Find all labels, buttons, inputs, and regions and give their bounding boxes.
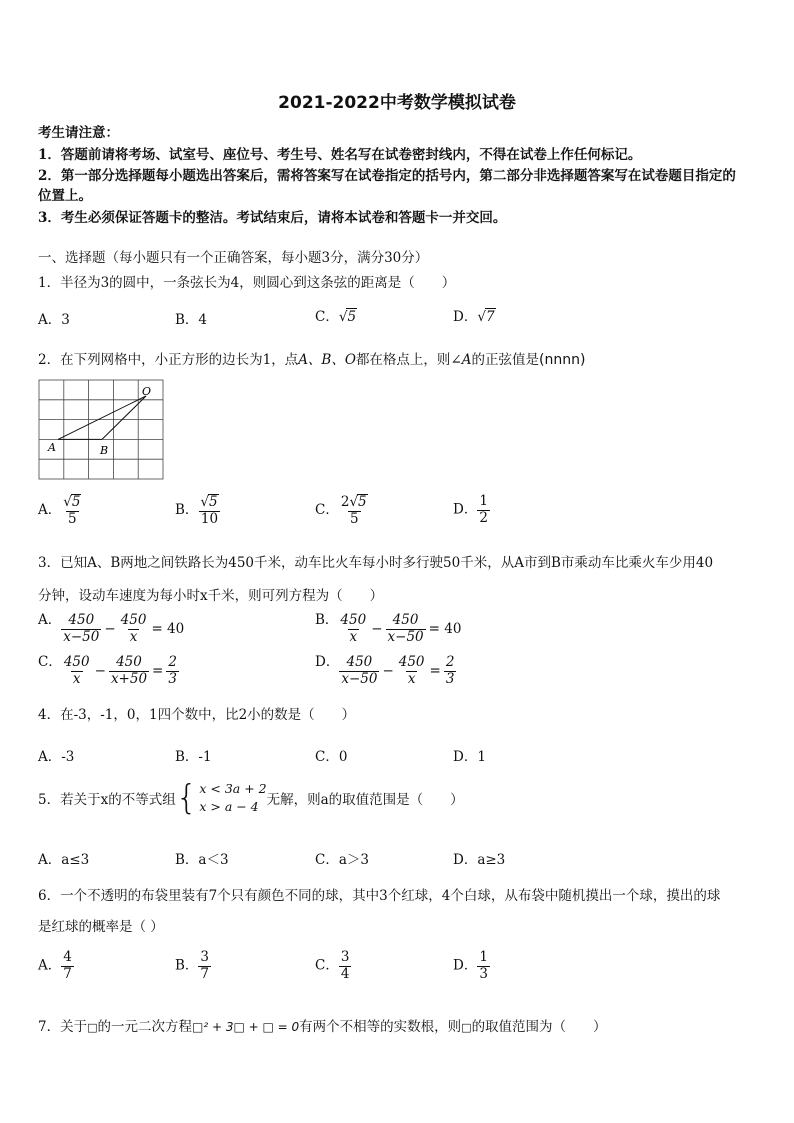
q4-option-b: B．-1 [175,749,212,765]
denominator: x [407,670,416,687]
q2-angle: ∠A [450,352,472,368]
denominator: 2 [479,509,488,526]
minus-sign: − [94,663,106,680]
denominator: 3 [479,965,488,982]
notice-item-2: 2．第一部分选择题每小题选出答案后，需将答案写在试卷指定的括号内，第二部分非选择题答案写在试卷题目指定的 [38,168,736,184]
question-2 [38,348,585,368]
numerator: 3 [340,949,350,965]
coefficient: 2 [340,494,350,510]
denominator: 5 [349,510,359,527]
numerator: 450 [68,612,95,628]
notice-item-1: 1．答题前请将考场、试室号、座位号、考生号、姓名写在试卷密封线内，不得在试卷上作任何标记。 [38,147,642,163]
q7-text-mid2: 有两个不相等的实数根，则 [299,1019,462,1035]
equals-40: = 40 [151,621,185,638]
q4-option-d: D．1 [453,749,486,765]
denominator: x [72,670,81,687]
q7-equation: □² + 3□ + □ = 0 [192,1020,300,1034]
q1-option-b: B．4 [175,312,208,328]
q3-option-c [38,650,179,687]
section-heading: 一、选择题（每小题只有一个正确答案，每小题3分，满分30分） [38,250,429,266]
point-a-label: A [48,441,56,454]
question-3-line-1: 3．已知A、B两地之间铁路长为450千米，动车比火车每小时多行驶50千米，从A市到B市乘动车比乘火车少用40 [38,555,714,571]
inequality-row-2: x > a − 4 [199,799,259,815]
left-brace: { [175,778,198,819]
q2-option-b-label: B． [175,502,199,519]
question-5 [38,778,464,819]
q4-option-c: C．0 [315,749,348,765]
q2-text-post: 的正弦值是 [471,352,539,368]
q5-option-d: D．a≥3 [453,852,506,868]
notice-item-3: 3．考生必须保证答题卡的整洁。考试结束后，请将本试卷和答题卡一并交回。 [38,210,507,226]
missing-glyph: □ [87,1021,98,1034]
q2-text-num: 1 [262,352,272,368]
numerator: 450 [116,654,142,670]
question-6-line-2: 是红球的概率是（ ） [38,919,164,935]
denominator: 3 [445,670,455,687]
q6-option-c-label: C． [315,957,339,974]
question-4: 4．在-3，-1，0，1四个数中，比2小的数是（ ） [38,707,356,723]
radicand: 5 [358,494,367,510]
q6-option-a [38,950,74,982]
q2-option-c [315,494,370,527]
q7-text-pre: 7．关于 [38,1019,88,1035]
question-6-line-1: 6．一个不透明的布袋里装有7个只有颜色不同的球，其中3个红球，4个白球，从布袋中随机摸出一个球，摸出的球 [38,888,721,904]
point-b-label: B [100,444,109,457]
q5-option-c: C．a＞3 [315,852,369,868]
fraction: √ 5 5 [63,494,81,527]
denominator: x−50 [387,628,424,645]
q2-text-pre: 2．在下列网格中，小正方形的边长为 [38,352,263,368]
notice-heading: 考生请注意： [38,125,119,141]
numerator: 450 [340,612,367,628]
question-3-line-2: 分钟，设动车速度为每小时x千米，则可列方程为（ ） [38,588,384,604]
q2-text-mid: ，点 [271,352,299,368]
numerator: 2 [445,654,455,670]
inequality-system [175,778,267,819]
numerator: 450 [398,654,425,670]
numerator: 2 [168,654,177,670]
q2-option-c-label: C． [315,502,339,519]
q2-option-d [453,494,490,526]
q3-option-a [38,608,184,645]
denominator: x−50 [63,628,100,645]
numerator: 450 [120,612,147,628]
denominator: 4 [340,965,350,982]
q3-option-b [315,608,461,645]
q4-option-a: A．-3 [38,749,75,765]
q1-c-radicand: 5 [347,309,357,325]
q6-option-d-label: D． [453,957,478,974]
question-1: 1．半径为3的圆中，一条弦长为4，则圆心到这条弦的距离是（ ） [38,275,456,291]
denominator: 7 [63,965,72,982]
q7-text-post: 的取值范围为（ ） [471,1019,607,1035]
fraction [477,494,490,526]
q3-option-a-label: A． [38,612,62,628]
q2-answer-paren: (nnnn) [539,352,586,368]
question-7 [38,1015,607,1035]
denominator: 7 [200,965,210,982]
sqrt-symbol: √ 5 [338,309,357,325]
denominator: 3 [168,670,177,687]
numerator: 3 [200,949,210,965]
q6-option-a-label: A． [38,957,62,974]
q3-option-d [315,650,456,687]
q1-option-a: A．3 [38,312,70,328]
point-o-label: O [142,385,152,398]
denominator: x [129,628,138,645]
denominator: 5 [68,510,77,527]
q6-option-b-label: B． [175,957,199,974]
denominator: x+50 [110,670,148,687]
minus-sign: − [382,663,394,680]
numerator: 450 [392,612,419,628]
equals-sign: = [429,663,441,680]
denominator: x−50 [341,670,378,687]
numerator: 4 [63,949,72,965]
q3-option-c-label: C． [38,654,62,670]
q5-option-b: B．a＜3 [175,852,229,868]
q1-option-c [315,305,357,325]
q6-option-c [315,950,351,982]
sqrt-symbol: √ 7 [477,309,495,325]
q2-option-d-label: D． [453,501,478,518]
q2-option-a-label: A． [38,502,62,519]
q3-option-d-label: D． [315,654,340,670]
triangle-aob [58,396,146,439]
equals-sign: = [152,663,164,680]
q1-option-c-label: C． [315,309,339,325]
fraction: √ 5 10 [200,494,219,527]
q2-option-b [175,494,221,527]
radicand: 5 [209,494,218,510]
denominator: x [349,628,358,645]
missing-glyph: □ [461,1021,472,1034]
q5-option-a: A．a≤3 [38,852,90,868]
minus-sign: − [104,621,116,638]
q2-grid-figure [38,378,166,482]
minus-sign: − [371,621,383,638]
q7-text-mid: 的一元二次方程 [97,1019,192,1035]
q2-points: A、B、O [298,352,356,368]
radicand: 5 [71,494,81,510]
numerator: 1 [479,949,488,965]
numerator: 450 [346,654,373,670]
numerator: 450 [63,654,90,670]
equals-40: = 40 [428,621,462,638]
denominator: 10 [200,510,219,527]
q1-option-d [453,305,496,325]
q1-option-d-label: D． [453,309,478,325]
q5-text-pre: 5．若关于x的不等式组 [38,792,176,809]
q1-d-radicand: 7 [485,309,495,325]
numerator: 1 [479,493,488,509]
notice-item-2-cont: 位置上。 [38,188,92,204]
q3-option-b-label: B． [315,612,339,628]
q2-option-a [38,494,83,527]
q2-text-mid2: 都在格点上，则 [355,352,451,368]
exam-title: 2021-2022中考数学模拟试卷 [278,93,516,113]
q6-option-b [175,950,211,982]
q5-text-post: 无解，则a的取值范围是（ ） [266,792,464,809]
fraction: 2√ 5 5 [340,494,367,527]
inequality-row-1: x < 3a + 2 [199,781,267,796]
q6-option-d [453,950,490,982]
